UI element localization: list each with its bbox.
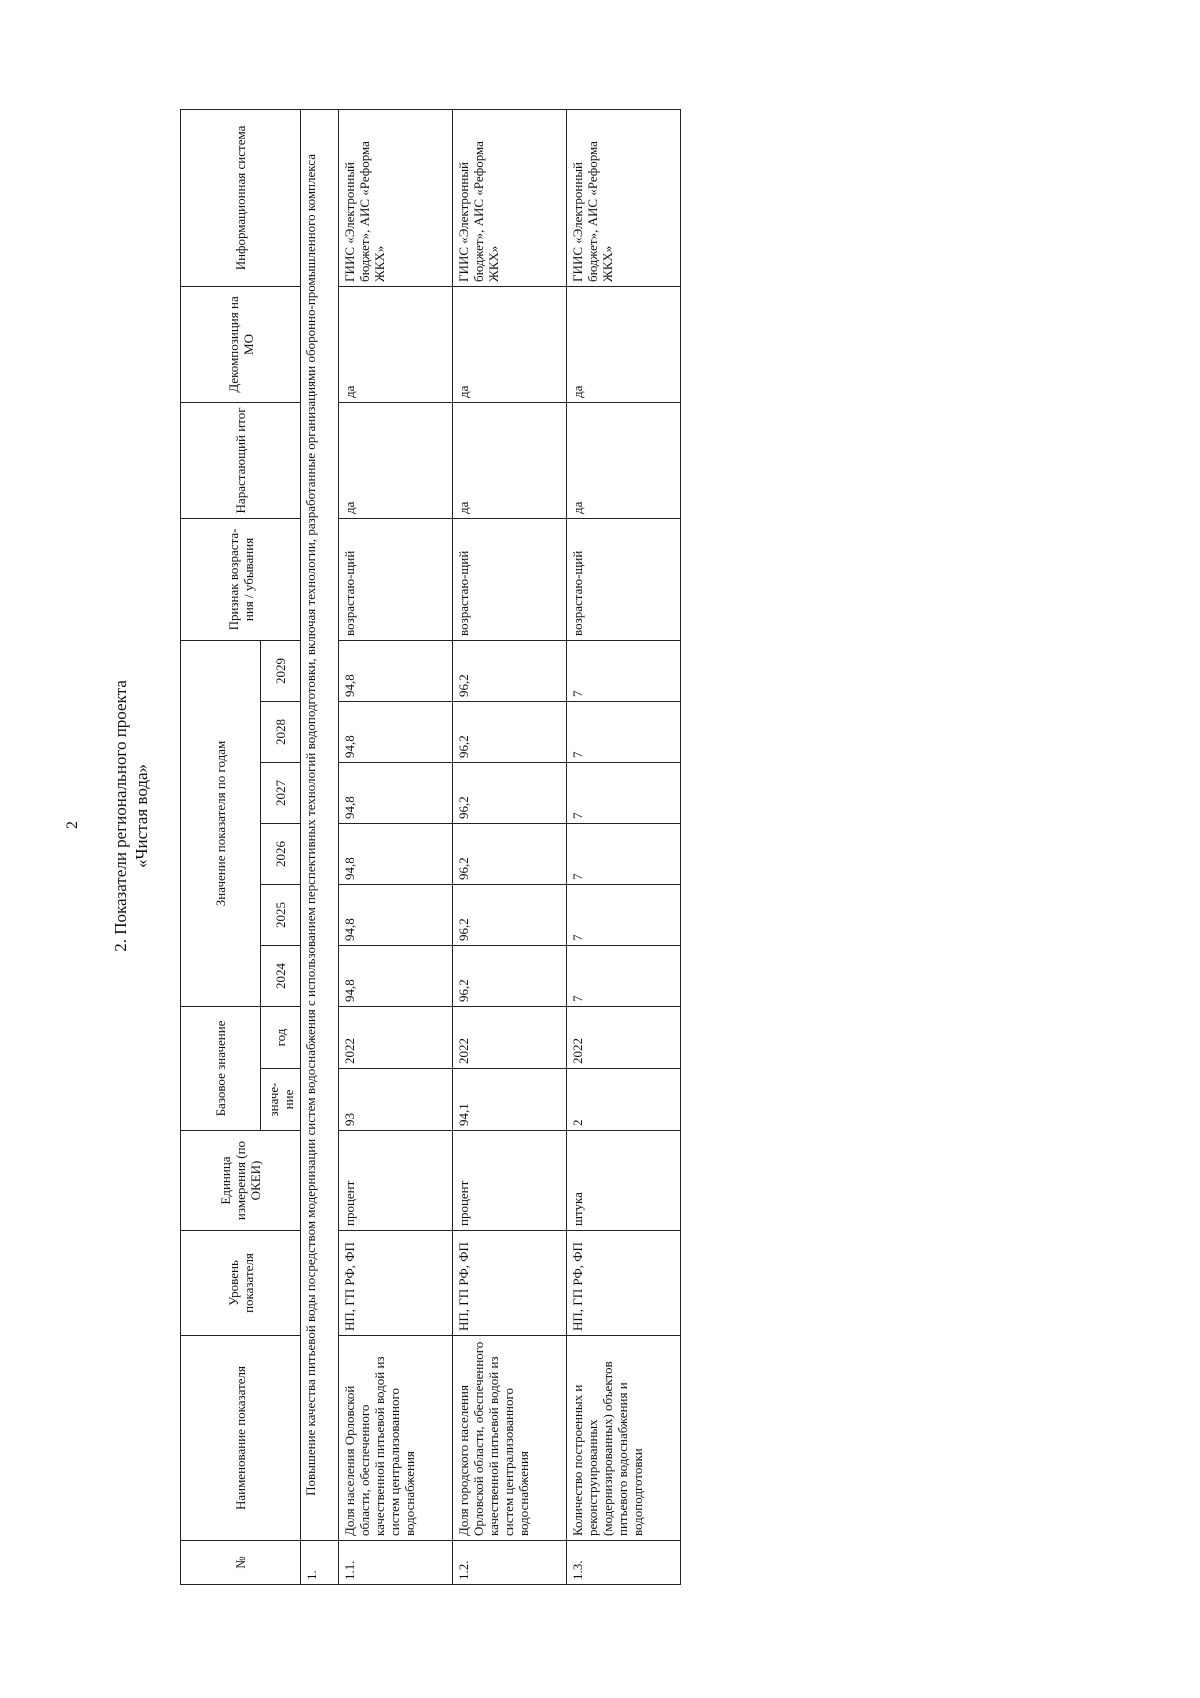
section-row: [301, 109, 339, 1584]
section-title: Повышение качества питьевой воды посредством модернизации систем водоснабжения с использованием перспективных технологий водоподготовки, включая технологии, разработанные организациями оборонно-промышленного комплекса: [301, 109, 339, 1540]
row-cumulative: да: [567, 402, 681, 518]
indicators-table: [180, 109, 681, 1585]
row-base-year: 2022: [567, 1006, 681, 1068]
row-level: НП, ГП РФ, ФП: [453, 1231, 567, 1336]
row-base-value: 94,1: [453, 1069, 567, 1131]
row-level: НП, ГП РФ, ФП: [567, 1231, 681, 1336]
table-row: [339, 109, 453, 1584]
row-level: НП, ГП РФ, ФП: [339, 1231, 453, 1336]
section-num: 1.: [301, 1541, 339, 1585]
title-line-2: «Чистая вода»: [132, 763, 151, 869]
row-info-system: ГИИС «Электронный бюджет», АИС «Реформа ЖКХ»: [453, 109, 567, 286]
table-row: [453, 109, 567, 1584]
header-year-2025: 2025: [261, 884, 301, 945]
row-num: 1.3.: [567, 1541, 681, 1585]
header-year-2026: 2026: [261, 823, 301, 884]
row-value-2026: 96,2: [453, 823, 567, 884]
row-decomposition: да: [453, 286, 567, 402]
row-unit: процент: [339, 1131, 453, 1231]
row-value-2029: 94,8: [339, 640, 453, 701]
row-base-value: 2: [567, 1069, 681, 1131]
row-info-system: ГИИС «Электронный бюджет», АИС «Реформа ЖКХ»: [567, 109, 681, 286]
row-num: 1.1.: [339, 1541, 453, 1585]
header-year-2029: 2029: [261, 640, 301, 701]
row-value-2028: 94,8: [339, 701, 453, 762]
header-base: Базовое значение: [181, 1006, 261, 1130]
row-decomposition: да: [339, 286, 453, 402]
row-value-2026: 94,8: [339, 823, 453, 884]
row-decomposition: да: [567, 286, 681, 402]
row-name: Количество построенных и реконструированных (модернизированных) объектов питьевого водоснабжения и водоподготовки: [567, 1336, 681, 1541]
row-value-2027: 96,2: [453, 762, 567, 823]
row-value-2025: 7: [567, 884, 681, 945]
row-value-2028: 96,2: [453, 701, 567, 762]
row-sign: возрастаю-щий: [567, 518, 681, 640]
row-unit: процент: [453, 1131, 567, 1231]
row-value-2024: 7: [567, 945, 681, 1006]
row-sign: возрастаю-щий: [453, 518, 567, 640]
header-year-2028: 2028: [261, 701, 301, 762]
row-base-year: 2022: [453, 1006, 567, 1068]
header-level: Уровень показателя: [181, 1231, 301, 1336]
row-value-2024: 96,2: [453, 945, 567, 1006]
row-cumulative: да: [453, 402, 567, 518]
row-name: Доля населения Орловской области, обеспеченного качественной питьевой водой из систем централизованного водоснабжения: [339, 1336, 453, 1541]
header-base-year: год: [261, 1006, 301, 1068]
row-value-2027: 94,8: [339, 762, 453, 823]
header-row-1: [181, 109, 261, 1584]
row-value-2028: 7: [567, 701, 681, 762]
header-num: №: [181, 1541, 301, 1585]
indicators-table-container: [180, 110, 680, 1585]
header-info-system: Информационная система: [181, 109, 301, 286]
header-base-value: значе-ние: [261, 1069, 301, 1131]
row-value-2026: 7: [567, 823, 681, 884]
header-year-2027: 2027: [261, 762, 301, 823]
header-year-2024: 2024: [261, 945, 301, 1006]
table-row: [567, 109, 681, 1584]
header-decomposition: Декомпозиция на МО: [181, 286, 301, 402]
row-value-2029: 7: [567, 640, 681, 701]
row-name: Доля городского населения Орловской области, обеспеченного качественной питьевой водой из систем централизованного водоснабжения: [453, 1336, 567, 1541]
row-value-2024: 94,8: [339, 945, 453, 1006]
row-value-2029: 96,2: [453, 640, 567, 701]
row-value-2025: 94,8: [339, 884, 453, 945]
page-number: 2: [64, 821, 81, 829]
row-cumulative: да: [339, 402, 453, 518]
row-num: 1.2.: [453, 1541, 567, 1585]
title-line-1: 2. Показатели регионального проекта: [111, 680, 130, 952]
header-unit: Единица измерения (по ОКЕИ): [181, 1131, 301, 1231]
header-sign: Признак возраста-ния / убывания: [181, 518, 301, 640]
row-base-year: 2022: [339, 1006, 453, 1068]
row-base-value: 93: [339, 1069, 453, 1131]
row-value-2027: 7: [567, 762, 681, 823]
row-info-system: ГИИС «Электронный бюджет», АИС «Реформа ЖКХ»: [339, 109, 453, 286]
row-sign: возрастаю-щий: [339, 518, 453, 640]
row-unit: штука: [567, 1131, 681, 1231]
row-value-2025: 96,2: [453, 884, 567, 945]
header-cumulative: Нарастающий итог: [181, 402, 301, 518]
header-name: Наименование показателя: [181, 1336, 301, 1541]
header-years-group: Значение показателя по годам: [181, 640, 261, 1006]
